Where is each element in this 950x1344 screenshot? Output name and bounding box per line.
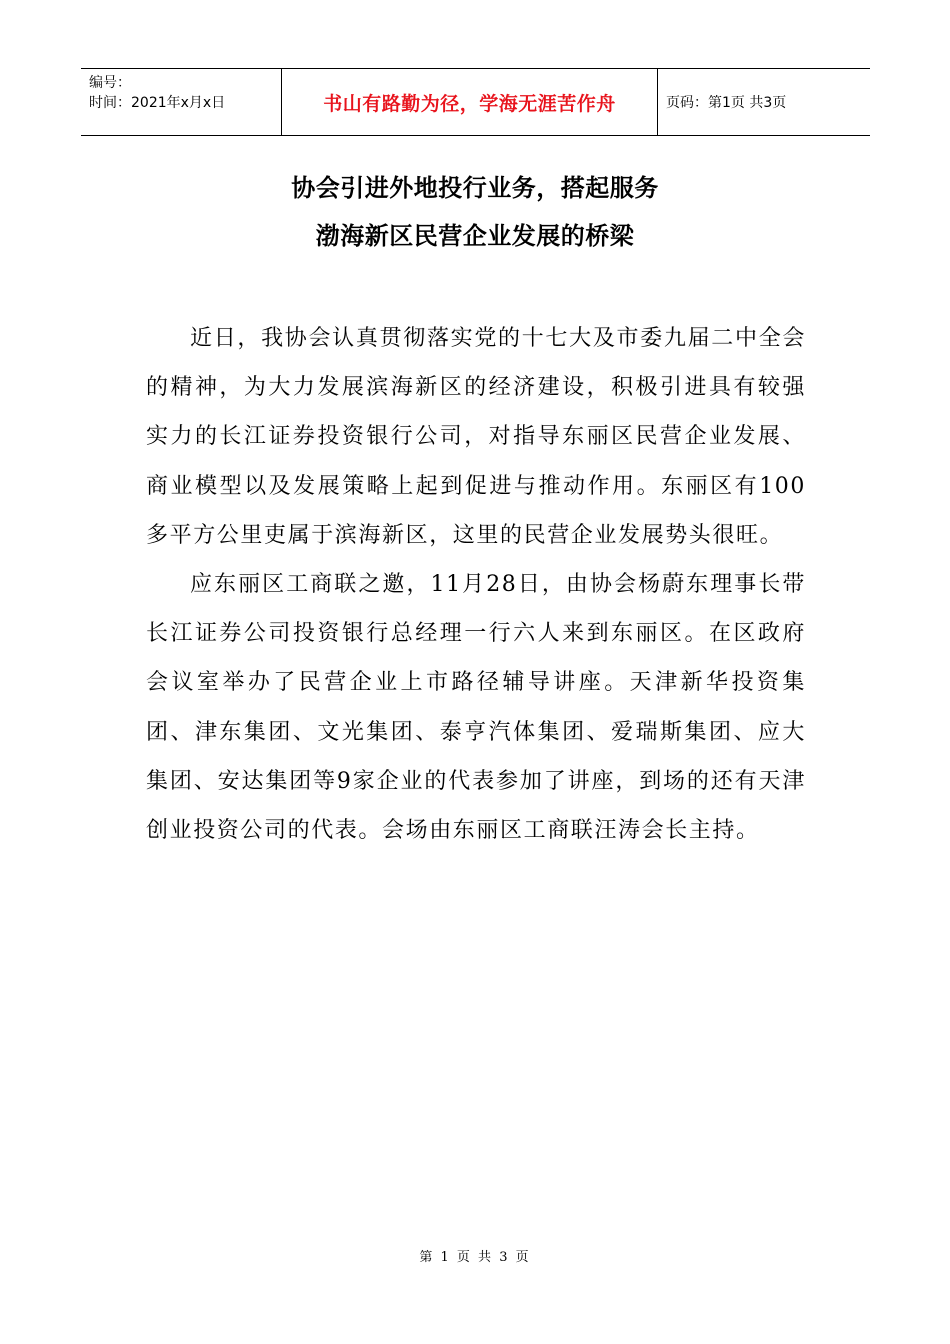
paragraph-1: 近日，我协会认真贯彻落实党的十七大及市委九届二中全会的精神，为大力发展滨海新区的经济建设，积极引进具有较强实力的长江证券投资银行公司，对指导东丽区民营企业发展、商业模型以及发展策略上起到促进与推动作用。东丽区有100多平方公里吏属于滨海新区，这里的民营企业发展势头很旺。 [146,326,806,548]
document-date-label: 时间：2021年x月x日 [89,95,226,111]
paragraph-2: 应东丽区工商联之邀，11月28日，由协会杨蔚东理事长带长江证券公司投资银行总经理一行六人来到东丽区。在区政府会议室举办了民营企业上市路径辅导讲座。天津新华投资集团、津东集团、文光集团、泰亨汽体集团、爱瑞斯集团、应大集团、安达集团等9家企业的代表参加了讲座，到场的还有天津创业投资公司的代表。会场由东丽区工商联汪涛会长主持。 [146,572,806,844]
title-line-2: 渤海新区民营企业发展的桥梁 [315,222,635,250]
document-header [81,68,870,136]
document-title [0,164,950,260]
header-page-info: 页码：第1页 共3页 [666,95,787,111]
title-line-1: 协会引进外地投行业务，搭起服务 [291,174,659,202]
document-body [146,314,806,855]
document-number-label: 编号： [89,75,131,91]
page-footer: 第 1 页 共 3 页 [419,1250,531,1265]
header-motto: 书山有路勤为径，学海无涯苦作舟 [282,69,658,135]
header-meta [81,69,282,135]
